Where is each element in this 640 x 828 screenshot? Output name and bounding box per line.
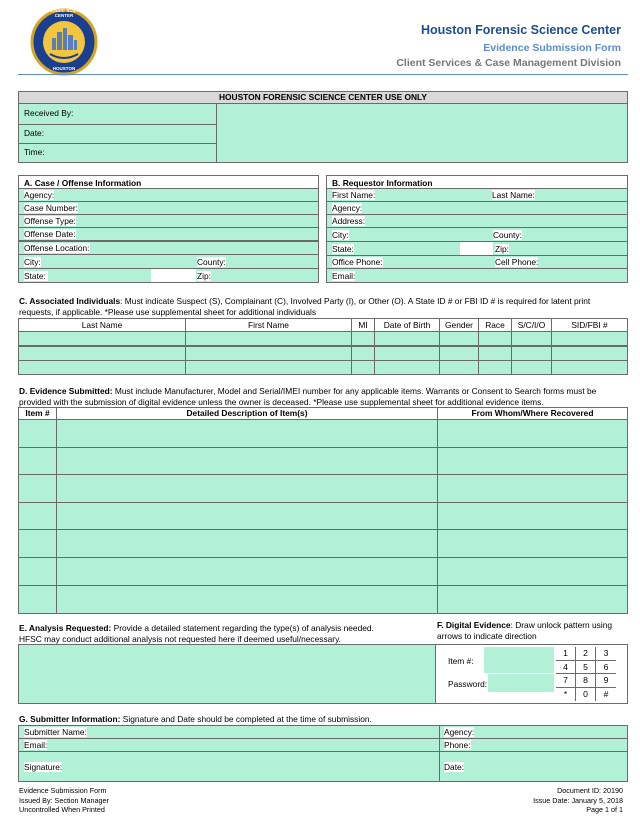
individual-cell[interactable] bbox=[374, 360, 440, 375]
section-a-title bbox=[18, 175, 319, 189]
keypad-key[interactable]: # bbox=[603, 688, 609, 699]
signature-field[interactable] bbox=[18, 751, 440, 782]
requestor-phone-field[interactable] bbox=[326, 255, 628, 269]
logo-text-bottom: HOUSTON bbox=[52, 66, 76, 71]
section-f-line2: arrows to indicate direction bbox=[437, 631, 537, 641]
case-state-field[interactable] bbox=[18, 268, 319, 283]
evidence-cell[interactable] bbox=[437, 502, 628, 531]
submitter-email-label: Email: bbox=[24, 740, 48, 750]
section-d-title: D. Evidence Submitted: bbox=[19, 386, 113, 396]
keypad-key[interactable]: 9 bbox=[596, 674, 616, 688]
section-c-title: C. Associated Individuals bbox=[19, 296, 121, 306]
individual-cell[interactable] bbox=[351, 331, 375, 346]
form-subtitle: Evidence Submission Form bbox=[483, 42, 621, 54]
digital-item-input[interactable] bbox=[484, 647, 554, 673]
evidence-cell[interactable] bbox=[437, 557, 628, 586]
section-b-title bbox=[326, 175, 628, 189]
logo-text-top: FORENSIC SCIENCE CENTER bbox=[41, 8, 87, 18]
offense-location-field[interactable] bbox=[18, 241, 319, 255]
individual-cell[interactable] bbox=[18, 331, 186, 346]
evidence-cell[interactable] bbox=[56, 502, 438, 531]
col-sid-fbi bbox=[551, 318, 628, 332]
section-a-title-text: A. Case / Offense Information bbox=[24, 178, 142, 188]
col-scio bbox=[511, 318, 552, 332]
evidence-cell[interactable] bbox=[18, 447, 57, 476]
case-state-blank bbox=[151, 269, 196, 282]
digital-evidence-box bbox=[435, 644, 628, 704]
requestor-state-label: State: bbox=[332, 244, 354, 254]
evidence-cell[interactable] bbox=[56, 585, 438, 614]
submitter-phone-label: Phone: bbox=[444, 740, 471, 750]
submitter-email-field[interactable] bbox=[18, 738, 440, 752]
received-by-label: Received By: bbox=[24, 108, 74, 118]
password-input[interactable] bbox=[488, 674, 554, 692]
col-recovered-text: From Whom/Where Recovered bbox=[471, 408, 594, 418]
evidence-cell[interactable] bbox=[437, 585, 628, 614]
individual-cell[interactable] bbox=[374, 331, 440, 346]
individual-cell[interactable] bbox=[374, 346, 440, 361]
individual-cell[interactable] bbox=[185, 346, 352, 361]
section-a bbox=[18, 175, 319, 284]
individual-cell[interactable] bbox=[478, 346, 512, 361]
individual-cell[interactable] bbox=[351, 360, 375, 375]
footer-page: Page 1 of 1 bbox=[586, 805, 623, 814]
requestor-email-label: Email: bbox=[332, 271, 356, 281]
evidence-cell[interactable] bbox=[18, 474, 57, 503]
footer-left bbox=[19, 786, 109, 815]
col-first-name bbox=[185, 318, 352, 332]
digital-item-label: Item #: bbox=[448, 656, 474, 666]
submission-date-field[interactable] bbox=[439, 751, 628, 782]
section-b bbox=[326, 175, 628, 284]
evidence-cell[interactable] bbox=[56, 529, 438, 558]
individual-cell[interactable] bbox=[511, 360, 552, 375]
requestor-state-field[interactable] bbox=[326, 241, 628, 256]
requestor-city-field[interactable] bbox=[326, 227, 628, 242]
individual-cell[interactable] bbox=[478, 360, 512, 375]
offense-date-label: Offense Date: bbox=[24, 229, 76, 239]
col-first-name-text: First Name bbox=[248, 320, 289, 330]
submitter-name-label: Submitter Name: bbox=[24, 727, 87, 737]
footer-right bbox=[533, 786, 623, 815]
section-e-instructions bbox=[19, 623, 429, 645]
evidence-cell[interactable] bbox=[18, 585, 57, 614]
section-d-instructions bbox=[19, 386, 619, 408]
case-city-label: City: bbox=[24, 257, 41, 267]
evidence-cell[interactable] bbox=[18, 502, 57, 531]
submitter-agency-label: Agency: bbox=[444, 727, 475, 737]
col-dob-text: Date of Birth bbox=[383, 320, 431, 330]
case-state-label: State: bbox=[24, 271, 46, 281]
hfsc-time-label: Time: bbox=[24, 147, 45, 157]
individuals-table bbox=[18, 318, 628, 375]
section-c-instructions bbox=[19, 296, 609, 318]
offense-type-field[interactable] bbox=[18, 214, 319, 228]
section-g-text: Signature and Date should be completed at the time of submission. bbox=[120, 714, 372, 724]
analysis-requested-field[interactable] bbox=[18, 644, 436, 704]
individual-cell[interactable] bbox=[439, 346, 479, 361]
case-county-label: County: bbox=[197, 257, 226, 267]
requestor-address-label: Address: bbox=[332, 216, 366, 226]
footer-form-name: Evidence Submission Form bbox=[19, 786, 107, 795]
col-mi-text: MI bbox=[358, 320, 368, 330]
section-d-text: Must include Manufacturer, Model and Serial/IMEI number for any applicable items. Warrants or Consent to Search forms must be provided with the submission of digital evidence unless the owner is deceased. *Please use supplemental sheet for additional evidence items. bbox=[19, 386, 597, 407]
keypad-key[interactable]: * bbox=[556, 688, 576, 702]
section-g-title: G. Submitter Information: bbox=[19, 714, 121, 724]
col-sid-fbi-text: SID/FBI # bbox=[571, 320, 608, 330]
division-name: Client Services & Case Management Division bbox=[396, 57, 621, 69]
individual-cell[interactable] bbox=[439, 360, 479, 375]
header-divider bbox=[18, 74, 628, 75]
page-title: Houston Forensic Science Center bbox=[420, 23, 621, 37]
col-gender-text: Gender bbox=[445, 320, 473, 330]
keypad-key[interactable]: 2 bbox=[576, 647, 596, 661]
footer-issued-by: Issued By: Section Manager bbox=[19, 795, 109, 805]
col-scio-text: S/C/I/O bbox=[517, 320, 546, 330]
submission-date-label: Date: bbox=[444, 762, 465, 772]
section-f-instructions bbox=[437, 620, 627, 642]
individual-cell[interactable] bbox=[351, 346, 375, 361]
requestor-name-field[interactable] bbox=[326, 188, 628, 202]
hfsc-time-field[interactable] bbox=[18, 143, 217, 163]
individual-cell[interactable] bbox=[551, 360, 628, 375]
offense-type-label: Offense Type: bbox=[24, 216, 76, 226]
individual-cell[interactable] bbox=[551, 331, 628, 346]
individual-cell[interactable] bbox=[511, 346, 552, 361]
evidence-cell[interactable] bbox=[437, 474, 628, 503]
footer-document-id: Document ID: 20190 bbox=[557, 786, 623, 795]
individual-cell[interactable] bbox=[18, 360, 186, 375]
footer-uncontrolled: Uncontrolled When Printed bbox=[19, 805, 105, 814]
hfsc-logo bbox=[30, 8, 98, 76]
hfsc-notes-field[interactable] bbox=[216, 103, 628, 163]
section-e-line2: HFSC may conduct additional analysis not requested here if deemed useful/necessary. bbox=[19, 634, 341, 644]
section-g-instructions bbox=[19, 714, 619, 725]
submitter-name-field[interactable] bbox=[18, 725, 440, 739]
col-item-number-text: Item # bbox=[25, 408, 50, 418]
unlock-keypad bbox=[556, 647, 618, 701]
case-city-field[interactable] bbox=[18, 254, 319, 269]
col-race bbox=[478, 318, 512, 332]
hfsc-date-field[interactable] bbox=[18, 124, 217, 144]
case-agency-field[interactable] bbox=[18, 188, 319, 202]
section-f-title: F. Digital Evidence bbox=[437, 620, 511, 630]
evidence-cell[interactable] bbox=[18, 557, 57, 586]
offense-location-label: Offense Location: bbox=[24, 243, 90, 253]
evidence-cell[interactable] bbox=[18, 529, 57, 558]
evidence-cell[interactable] bbox=[56, 474, 438, 503]
keypad-key[interactable]: 6 bbox=[596, 661, 616, 675]
keypad-key[interactable]: 8 bbox=[576, 674, 596, 688]
individual-cell[interactable] bbox=[478, 331, 512, 346]
col-last-name-text: Last Name bbox=[81, 320, 123, 330]
offense-date-field[interactable] bbox=[18, 227, 319, 241]
hfsc-use-title-text: HOUSTON FORENSIC SCIENCE CENTER USE ONLY bbox=[218, 92, 427, 102]
col-race-text: Race bbox=[485, 320, 505, 330]
case-agency-label: Agency: bbox=[24, 190, 55, 200]
individual-cell[interactable] bbox=[551, 346, 628, 361]
received-by-field[interactable] bbox=[18, 103, 217, 125]
section-e-line1: Provide a detailed statement regarding the type(s) of analysis needed. bbox=[111, 623, 374, 633]
individual-cell[interactable] bbox=[439, 331, 479, 346]
office-phone-label: Office Phone: bbox=[332, 257, 383, 267]
col-gender bbox=[439, 318, 479, 332]
password-label: Password: bbox=[448, 679, 488, 689]
keypad-key[interactable]: 1 bbox=[556, 647, 576, 661]
individual-cell[interactable] bbox=[185, 331, 352, 346]
submitter-phone-field[interactable] bbox=[439, 738, 628, 752]
individual-cell[interactable] bbox=[511, 331, 552, 346]
case-number-label: Case Number: bbox=[24, 203, 78, 213]
evidence-cell[interactable] bbox=[437, 419, 628, 448]
requestor-state-blank bbox=[460, 242, 493, 255]
evidence-cell[interactable] bbox=[18, 419, 57, 448]
requestor-agency-field[interactable] bbox=[326, 201, 628, 215]
cell-phone-label: Cell Phone: bbox=[495, 257, 539, 267]
evidence-cell[interactable] bbox=[437, 447, 628, 476]
evidence-cell[interactable] bbox=[56, 447, 438, 476]
keypad-key[interactable]: 7 bbox=[556, 674, 576, 688]
keypad-key[interactable]: 4 bbox=[556, 661, 576, 675]
col-mi bbox=[351, 318, 375, 332]
evidence-cell[interactable] bbox=[56, 557, 438, 586]
keypad-key[interactable]: 0 bbox=[576, 688, 596, 702]
col-last-name bbox=[18, 318, 186, 332]
requestor-county-label: County: bbox=[493, 230, 522, 240]
section-c-text: : Must indicate Suspect (S), Complainant (C), Involved Party (I), or Other (O). A State ID # or FBI ID # is required for latent print requests, if applicable. *Please use supplemental sheet for additional individuals bbox=[19, 296, 591, 317]
requestor-address-field[interactable] bbox=[326, 214, 628, 228]
footer-issue-date: Issue Date: January 5, 2018 bbox=[533, 795, 623, 805]
section-e-title: E. Analysis Requested: bbox=[19, 623, 112, 633]
submitter-table bbox=[18, 725, 628, 782]
evidence-table bbox=[18, 407, 628, 612]
requestor-email-field[interactable] bbox=[326, 268, 628, 283]
keypad-key[interactable]: 3 bbox=[596, 647, 616, 661]
requestor-city-label: City: bbox=[332, 230, 349, 240]
case-zip-label: Zip: bbox=[197, 271, 211, 281]
section-b-title-text: B. Requestor Information bbox=[332, 178, 433, 188]
col-description-text: Detailed Description of Item(s) bbox=[186, 408, 308, 418]
requestor-agency-label: Agency: bbox=[332, 203, 363, 213]
hfsc-date-label: Date: bbox=[24, 128, 45, 138]
evidence-cell[interactable] bbox=[56, 419, 438, 448]
requestor-zip-label: Zip: bbox=[495, 244, 509, 254]
first-name-label: First Name: bbox=[332, 190, 376, 200]
individual-cell[interactable] bbox=[185, 360, 352, 375]
case-number-field[interactable] bbox=[18, 201, 319, 215]
evidence-cell[interactable] bbox=[437, 529, 628, 558]
keypad-key[interactable]: 5 bbox=[576, 661, 596, 675]
individual-cell[interactable] bbox=[18, 346, 186, 361]
last-name-label: Last Name: bbox=[492, 190, 535, 200]
submitter-agency-field[interactable] bbox=[439, 725, 628, 739]
section-f-line1: : Draw unlock pattern using bbox=[510, 620, 613, 630]
col-dob bbox=[374, 318, 440, 332]
signature-label: Signature: bbox=[24, 762, 63, 772]
